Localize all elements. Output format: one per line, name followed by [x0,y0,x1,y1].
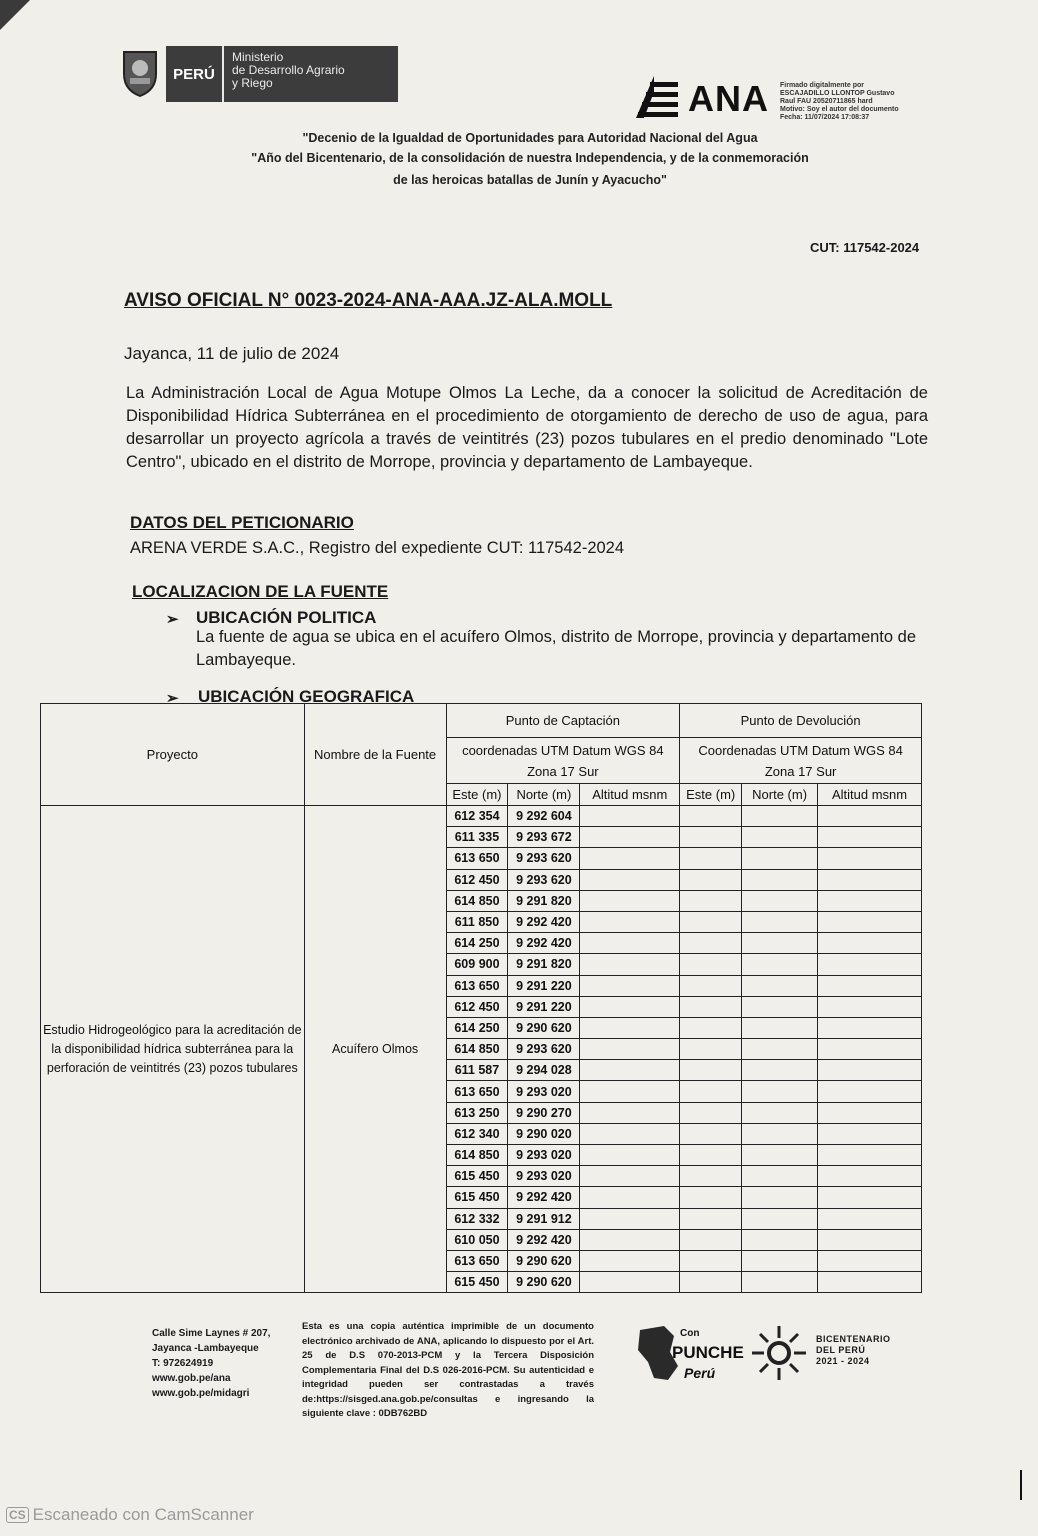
norte-devolucion-cell [742,1187,818,1208]
punche-peru: Perú [684,1365,716,1381]
ministry-logo [166,46,398,102]
este-devolucion-cell [680,827,742,848]
altitud-devolucion-cell [818,869,922,890]
altitud-captacion-cell [580,1229,680,1250]
peticionario-heading: DATOS DEL PETICIONARIO [130,513,354,532]
signature-line-3: Raul FAU 20520711865 hard [780,98,873,105]
footer-authenticity-note: Esta es una copia auténtica imprimible de un documento electrónico archivado de ANA, aplicando lo dispuesto por el Art. 25 de D.S 070-2013-PCM y la Tercera Disposición Complementaria Final del D.S 026-2016-PCM. Su autenticidad e integridad pueden ser contrastadas a través de:https://sisged.ana.gob.pe/consultas e ingresando la siguiente clave : 0DB762BD [302,1321,594,1419]
altitud-devolucion-cell [818,954,922,975]
este-captacion-cell: 611 850 [446,911,508,932]
este-devolucion-cell [680,911,742,932]
norte-captacion-cell: 9 292 420 [508,1229,580,1250]
este-devolucion-cell [680,1250,742,1271]
header-norte-devolucion: Norte (m) [742,784,818,806]
este-devolucion-cell [680,1102,742,1123]
ministry-name [224,46,345,102]
bicentenario-line-2: DEL PERÚ [816,1345,866,1355]
peticionario-text: ARENA VERDE S.A.C., Registro del expediente CUT: 117542-2024 [130,539,625,557]
norte-captacion-cell: 9 293 620 [508,869,580,890]
fuente-cell: Acuífero Olmos [304,806,446,1293]
altitud-devolucion-cell [818,1250,922,1271]
altitud-captacion-cell [580,827,680,848]
altitud-captacion-cell [580,1039,680,1060]
coord-datum-devolucion: Coordenadas UTM Datum WGS 84 [698,742,903,758]
este-captacion-cell: 611 335 [446,827,508,848]
norte-devolucion-cell [742,1208,818,1229]
motto-line-2: "Año del Bicentenario, de la consolidación de nuestra Independencia, y de la conmemoración [251,151,809,165]
header-coord-captacion [446,738,680,784]
address-web-midagri: www.gob.pe/midagri [152,1388,250,1399]
altitud-captacion-cell [580,1187,680,1208]
altitud-devolucion-cell [818,1272,922,1293]
norte-devolucion-cell [742,1039,818,1060]
altitud-captacion-cell [580,806,680,827]
este-devolucion-cell [680,1081,742,1102]
este-devolucion-cell [680,1272,742,1293]
este-devolucion-cell [680,954,742,975]
table-row [41,806,922,827]
altitud-captacion-cell [580,869,680,890]
este-captacion-cell: 610 050 [446,1229,508,1250]
page-corner-fold [0,0,30,30]
este-devolucion-cell [680,848,742,869]
altitud-captacion-cell [580,848,680,869]
punche-word: PUNCHE [672,1343,744,1362]
norte-devolucion-cell [742,1081,818,1102]
este-captacion-cell: 612 450 [446,996,508,1017]
este-devolucion-cell [680,1145,742,1166]
altitud-captacion-cell [580,975,680,996]
este-captacion-cell: 614 850 [446,1039,508,1060]
altitud-devolucion-cell [818,1166,922,1187]
address-line-1: Calle Sime Laynes # 207, [152,1328,271,1339]
norte-devolucion-cell [742,890,818,911]
norte-captacion-cell: 9 291 220 [508,975,580,996]
norte-captacion-cell: 9 292 420 [508,911,580,932]
bicentenario-text [816,1334,891,1367]
este-captacion-cell: 613 650 [446,1081,508,1102]
arrow-icon: ➢ [166,611,179,628]
altitud-captacion-cell [580,954,680,975]
coord-datum-captacion: coordenadas UTM Datum WGS 84 [462,742,664,758]
este-captacion-cell: 613 650 [446,1250,508,1271]
este-captacion-cell: 612 354 [446,806,508,827]
punche-con: Con [680,1328,700,1339]
intro-paragraph: La Administración Local de Agua Motupe Olmos La Leche, da a conocer la solicitud de Acreditación de Disponibilidad Hídrica Subterránea en el procedimiento de otorgamiento de derecho de uso de agua, para desarrollar un proyecto agrícola a través de veintitrés (23) pozos tubulares en el predio denominado "Lote Centro", ubicado en el distrito de Morrope, provincia y departamento de Lambayeque. [126,384,928,471]
header-coord-devolucion [680,738,922,784]
norte-devolucion-cell [742,827,818,848]
norte-devolucion-cell [742,848,818,869]
este-captacion-cell: 612 450 [446,869,508,890]
ana-logo-icon [632,74,680,120]
norte-captacion-cell: 9 293 672 [508,827,580,848]
este-captacion-cell: 611 587 [446,1060,508,1081]
coordinates-table [40,703,922,1293]
norte-devolucion-cell [742,954,818,975]
altitud-devolucion-cell [818,890,922,911]
este-devolucion-cell [680,1039,742,1060]
norte-captacion-cell: 9 293 620 [508,1039,580,1060]
este-devolucion-cell [680,869,742,890]
altitud-devolucion-cell [818,911,922,932]
header-este-captacion: Este (m) [446,784,508,806]
norte-captacion-cell: 9 293 020 [508,1145,580,1166]
motto-line-1: "Decenio de la Igualdad de Oportunidades para Autoridad Nacional del Agua [302,131,758,145]
camscanner-watermark [6,1505,254,1525]
con-punche-peru-logo [634,1322,744,1384]
altitud-devolucion-cell [818,1060,922,1081]
altitud-devolucion-cell [818,1102,922,1123]
norte-devolucion-cell [742,1250,818,1271]
este-captacion-cell: 615 450 [446,1187,508,1208]
altitud-captacion-cell [580,1166,680,1187]
este-devolucion-cell [680,975,742,996]
digital-signature [780,82,950,122]
altitud-captacion-cell [580,1017,680,1038]
este-devolucion-cell [680,1017,742,1038]
este-captacion-cell: 614 250 [446,933,508,954]
header-captacion: Punto de Captación [446,704,680,738]
header-fuente: Nombre de la Fuente [304,704,446,806]
norte-captacion-cell: 9 291 820 [508,890,580,911]
altitud-captacion-cell [580,911,680,932]
norte-devolucion-cell [742,1272,818,1293]
este-devolucion-cell [680,1060,742,1081]
ministry-line-1: Ministerio [232,50,284,64]
norte-captacion-cell: 9 290 620 [508,1250,580,1271]
footer-address [152,1326,270,1401]
header-altitud-captacion: Altitud msnm [580,784,680,806]
altitud-devolucion-cell [818,1039,922,1060]
altitud-captacion-cell [580,1208,680,1229]
norte-captacion-cell: 9 293 020 [508,1081,580,1102]
altitud-captacion-cell [580,1060,680,1081]
bicentenario-sun-icon [750,1324,808,1382]
norte-captacion-cell: 9 290 620 [508,1272,580,1293]
norte-captacion-cell: 9 291 912 [508,1208,580,1229]
altitud-devolucion-cell [818,1123,922,1144]
document-date: Jayanca, 11 de julio de 2024 [124,344,340,363]
este-captacion-cell: 613 250 [446,1102,508,1123]
cut-number: CUT: 117542-2024 [810,240,920,255]
coordinates-body [41,806,922,1293]
altitud-captacion-cell [580,1145,680,1166]
altitud-devolucion-cell [818,975,922,996]
norte-devolucion-cell [742,1060,818,1081]
ministry-line-3: y Riego [232,76,273,90]
este-captacion-cell: 615 450 [446,1166,508,1187]
este-captacion-cell: 614 850 [446,890,508,911]
este-devolucion-cell [680,806,742,827]
ubicacion-politica-heading: UBICACIÓN POLITICA [196,608,377,627]
header-norte-captacion: Norte (m) [508,784,580,806]
norte-devolucion-cell [742,1145,818,1166]
ubicacion-geografica-heading: UBICACIÓN GEOGRAFICA [198,687,415,706]
altitud-captacion-cell [580,890,680,911]
norte-captacion-cell: 9 292 420 [508,933,580,954]
ana-logo-text: ANA [688,78,769,119]
norte-devolucion-cell [742,1166,818,1187]
signature-line-5: Fecha: 11/07/2024 17:08:37 [780,114,870,121]
header-altitud-devolucion: Altitud msnm [818,784,922,806]
altitud-captacion-cell [580,1250,680,1271]
norte-devolucion-cell [742,975,818,996]
norte-captacion-cell: 9 290 620 [508,1017,580,1038]
signature-line-1: Firmado digitalmente por [780,82,865,89]
altitud-devolucion-cell [818,996,922,1017]
este-captacion-cell: 609 900 [446,954,508,975]
norte-devolucion-cell [742,1123,818,1144]
este-devolucion-cell [680,933,742,954]
bicentenario-line-1: BICENTENARIO [816,1334,891,1344]
altitud-devolucion-cell [818,1208,922,1229]
este-captacion-cell: 613 650 [446,975,508,996]
ubicacion-politica-text: La fuente de agua se ubica en el acuífero Olmos, distrito de Morrope, provincia y departamento de Lambayeque. [196,628,917,669]
bicentenario-line-3: 2021 - 2024 [816,1356,870,1366]
este-captacion-cell: 612 340 [446,1123,508,1144]
ministry-line-2: de Desarrollo Agrario [232,63,345,77]
norte-devolucion-cell [742,911,818,932]
address-line-2: Jayanca -Lambayeque [152,1343,259,1354]
norte-captacion-cell: 9 293 620 [508,848,580,869]
norte-devolucion-cell [742,1017,818,1038]
signature-line-2: ESCAJADILLO LLONTOP Gustavo [780,90,895,97]
peru-label: PERÚ [166,46,224,102]
altitud-devolucion-cell [818,1187,922,1208]
altitud-captacion-cell [580,933,680,954]
este-devolucion-cell [680,1187,742,1208]
este-captacion-cell: 614 250 [446,1017,508,1038]
altitud-captacion-cell [580,1123,680,1144]
este-captacion-cell: 614 850 [446,1145,508,1166]
altitud-devolucion-cell [818,827,922,848]
norte-captacion-cell: 9 292 604 [508,806,580,827]
header-devolucion: Punto de Devolución [680,704,922,738]
norte-captacion-cell: 9 294 028 [508,1060,580,1081]
localizacion-heading: LOCALIZACION DE LA FUENTE [132,582,389,601]
norte-devolucion-cell [742,933,818,954]
este-devolucion-cell [680,1229,742,1250]
zona-captacion: Zona 17 Sur [527,763,599,779]
norte-devolucion-cell [742,1102,818,1123]
arrow-icon: ➢ [166,690,179,707]
altitud-devolucion-cell [818,1017,922,1038]
signature-line-4: Motivo: Soy el autor del documento [780,106,899,113]
altitud-devolucion-cell [818,848,922,869]
este-captacion-cell: 615 450 [446,1272,508,1293]
norte-captacion-cell: 9 290 020 [508,1123,580,1144]
norte-captacion-cell: 9 291 220 [508,996,580,1017]
header-proyecto: Proyecto [41,704,305,806]
header-este-devolucion: Este (m) [680,784,742,806]
este-devolucion-cell [680,1208,742,1229]
camscanner-icon: CS [6,1507,29,1523]
este-devolucion-cell [680,1166,742,1187]
este-devolucion-cell [680,1123,742,1144]
altitud-devolucion-cell [818,1081,922,1102]
este-captacion-cell: 612 332 [446,1208,508,1229]
altitud-devolucion-cell [818,1145,922,1166]
este-devolucion-cell [680,890,742,911]
motto-line-3: de las heroicas batallas de Junín y Ayacucho" [393,173,667,187]
altitud-captacion-cell [580,1081,680,1102]
peru-coat-of-arms-icon [118,46,162,98]
altitud-captacion-cell [580,1272,680,1293]
este-captacion-cell: 613 650 [446,848,508,869]
norte-devolucion-cell [742,1229,818,1250]
altitud-devolucion-cell [818,933,922,954]
camscanner-text: Escaneado con CamScanner [32,1505,254,1524]
address-phone: T: 972624919 [152,1358,214,1369]
altitud-captacion-cell [580,996,680,1017]
scan-mark [1020,1470,1022,1500]
este-devolucion-cell [680,996,742,1017]
proyecto-cell: Estudio Hidrogeológico para la acreditación de la disponibilidad hídrica subterránea para la perforación de veintitrés (23) pozos tubulares [41,806,305,1293]
address-web-ana: www.gob.pe/ana [152,1373,231,1384]
norte-captacion-cell: 9 293 020 [508,1166,580,1187]
norte-devolucion-cell [742,869,818,890]
document-title: AVISO OFICIAL N° 0023-2024-ANA-AAA.JZ-ALA.MOLL [124,290,613,311]
altitud-devolucion-cell [818,1229,922,1250]
norte-captacion-cell: 9 291 820 [508,954,580,975]
norte-captacion-cell: 9 292 420 [508,1187,580,1208]
altitud-captacion-cell [580,1102,680,1123]
norte-devolucion-cell [742,806,818,827]
altitud-devolucion-cell [818,806,922,827]
norte-captacion-cell: 9 290 270 [508,1102,580,1123]
zona-devolucion: Zona 17 Sur [764,763,837,779]
norte-devolucion-cell [742,996,818,1017]
